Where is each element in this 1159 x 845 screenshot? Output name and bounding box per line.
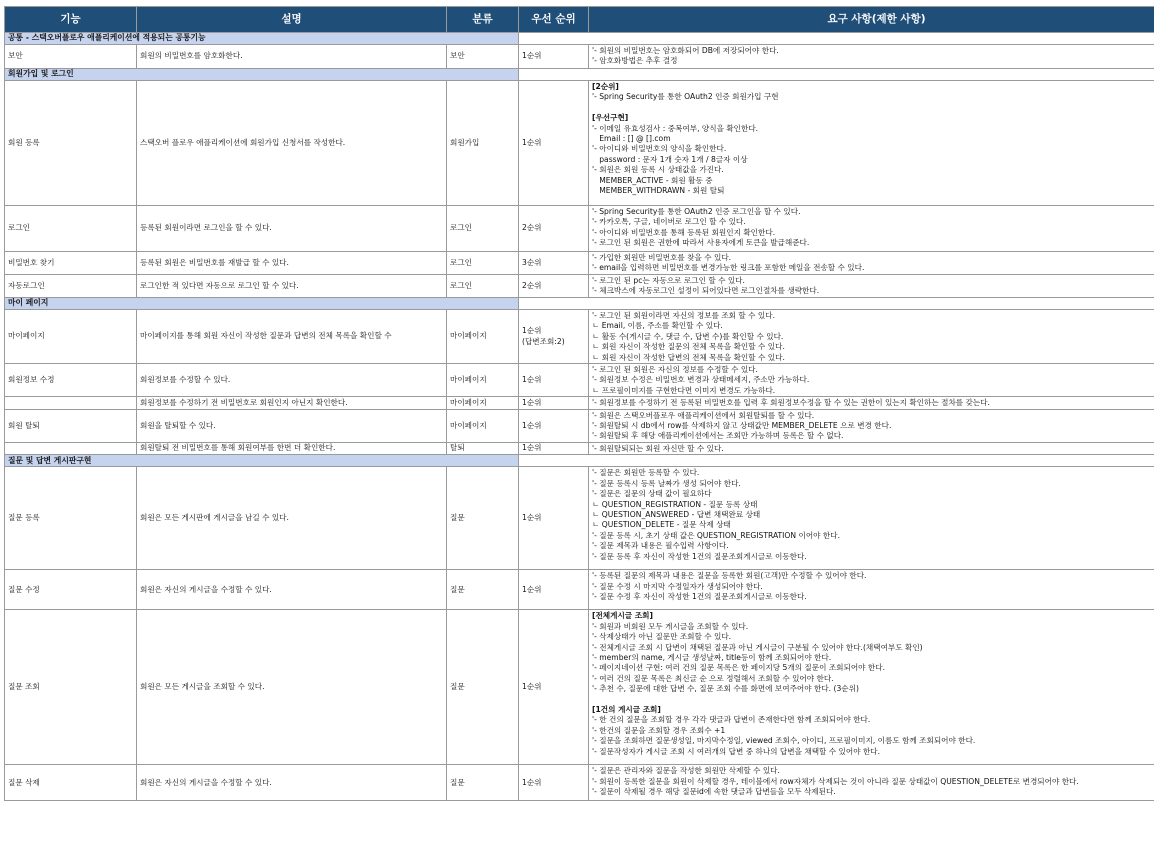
requirement-text: '- 카카오톡, 구글, 네이버로 로그인 할 수 있다. — [592, 217, 746, 227]
requirements-table — [4, 6, 1159, 801]
priority-line: 1순위 — [522, 374, 542, 384]
priority-cell[interactable] — [519, 442, 589, 454]
category-cell[interactable]: 마이페이지 — [447, 397, 519, 409]
description-cell[interactable] — [137, 275, 447, 298]
requirement-line — [592, 46, 1159, 56]
requirement-line — [592, 479, 1159, 489]
requirement-text: '- 여러 건의 질문 목록은 최신글 순 으로 정렬해서 조회할 수 있어야 한다. — [592, 673, 834, 683]
section-blank[interactable] — [519, 298, 1159, 310]
priority-cell[interactable] — [519, 81, 589, 206]
requirement-text: '- 암호화방법은 추후 결정 — [592, 56, 678, 66]
description-line: 로그인한 적 있다면 자동으로 로그인 할 수 있다. — [140, 280, 299, 290]
requirement-text: password : 문자 1개 숫자 1개 / 8글자 이상 — [592, 154, 748, 164]
requirement-text: '- 회원정보를 수정하기 전 등록된 비밀번호를 입력 후 회원정보수정을 할 수 있는 권한이 있는지 확인하는 절차를 갖는다. — [592, 398, 990, 408]
requirement-line — [592, 777, 1159, 787]
header-priority[interactable]: 우선 순위 — [519, 7, 589, 33]
requirement-text: '- email을 입력하면 비밀번호를 변경가능한 링크를 포함한 메일을 전송할 수 있다. — [592, 263, 865, 273]
requirement-line — [592, 386, 1159, 396]
requirements-cell[interactable] — [589, 364, 1159, 397]
description-cell[interactable] — [137, 610, 447, 765]
requirement-line — [592, 571, 1159, 581]
section-title[interactable]: 질문 및 답변 게시판구현 — [5, 455, 519, 467]
priority-line: 1순위 — [522, 584, 542, 594]
header-category[interactable]: 분류 — [447, 7, 519, 33]
description-line: 회원정보를 수정할 수 있다. — [140, 374, 231, 384]
priority-line: 1순위 — [522, 397, 542, 407]
requirement-text: '- Spring Security를 통한 OAuth2 인증 회원가입 구현 — [592, 92, 779, 102]
priority-cell[interactable] — [519, 206, 589, 252]
requirements-cell[interactable] — [589, 610, 1159, 765]
header-feature[interactable]: 기능 — [5, 7, 137, 33]
table-row — [5, 610, 1159, 765]
description-cell[interactable] — [137, 570, 447, 610]
description-line: 회원은 모든 게시판에 게시글을 남길 수 있다. — [140, 513, 289, 523]
priority-line: 1순위 — [522, 682, 542, 692]
priority-cell[interactable] — [519, 275, 589, 298]
requirement-line — [592, 253, 1159, 263]
requirement-text: '- 질문 수정 후 자신이 작성한 1건의 질문조회게시글로 이동한다. — [592, 592, 807, 602]
requirement-text: '- 한 건의 질문을 조회할 경우 각각 댓글과 답변이 존재한다면 함께 조회되어야 한다. — [592, 715, 871, 725]
feature-cell[interactable]: 회원정보 수정 — [5, 364, 137, 397]
requirement-text: '- member의 name, 게시글 생성날짜, title등이 함께 조회되어야 한다. — [592, 652, 832, 662]
priority-cell[interactable] — [519, 467, 589, 570]
priority-line: 1순위 — [522, 326, 542, 336]
requirement-text: ㄴ 회원 자신이 작성한 질문의 전체 목록을 확인할 수 있다. — [592, 342, 785, 352]
requirement-text: MEMBER_ACTIVE - 회원 활동 중 — [592, 175, 713, 185]
requirement-text: '- 아이디와 비밀번호를 통해 등록된 회원인지 확인한다. — [592, 227, 776, 237]
table-row — [5, 252, 1159, 275]
feature-cell[interactable]: 마이페이지 — [5, 310, 137, 364]
description-line: 등록된 회원은 비밀번호를 재발급 할 수 있다. — [140, 257, 289, 267]
requirements-cell[interactable] — [589, 206, 1159, 252]
priority-line: (답변조회:2) — [522, 336, 565, 346]
requirement-line — [592, 552, 1159, 562]
priority-cell[interactable] — [519, 610, 589, 765]
requirement-text: '- 회원탈퇴 후 해당 애플리케이션에서는 조회만 가능하며 등록은 할 수 없다. — [592, 431, 844, 441]
requirement-text: '- 아이디와 비밀번호의 양식을 확인한다. — [592, 144, 727, 154]
requirement-line — [592, 311, 1159, 321]
table-row — [5, 409, 1159, 442]
feature-cell[interactable] — [5, 397, 137, 409]
category-cell[interactable]: 탈퇴 — [447, 442, 519, 454]
description-cell[interactable] — [137, 81, 447, 206]
requirement-line — [592, 632, 1159, 642]
requirement-line — [592, 663, 1159, 673]
requirement-line — [592, 531, 1159, 541]
requirement-text: '- 페이지네이션 구현: 여러 건의 질문 목록은 한 페이지당 5개의 질문이 조회되어야 한다. — [592, 663, 886, 673]
table-row — [5, 45, 1159, 69]
category-cell[interactable]: 마이페이지 — [447, 310, 519, 364]
requirement-text: '- Spring Security를 통한 OAuth2 인증 로그인을 할 수 있다. — [592, 207, 801, 216]
requirement-text: '- 회원의 비밀번호는 암호화되어 DB에 저장되어야 한다. — [592, 46, 779, 55]
description-cell[interactable] — [137, 765, 447, 801]
category-cell[interactable]: 로그인 — [447, 275, 519, 298]
requirement-line — [592, 155, 1159, 165]
priority-cell[interactable] — [519, 364, 589, 397]
priority-line: 1순위 — [522, 137, 542, 147]
description-line: 회원은 자신의 게시글을 수정할 수 있다. — [140, 777, 272, 787]
requirements-cell[interactable] — [589, 397, 1159, 409]
requirements-cell[interactable] — [589, 570, 1159, 610]
requirement-line — [592, 332, 1159, 342]
requirement-text: '- 회원과 비회원 모두 게시글을 조회할 수 있다. — [592, 621, 749, 631]
page-edge — [1154, 6, 1159, 845]
requirement-text: '- 이메일 유효성검사 : 중복여부, 양식을 확인한다. — [592, 123, 759, 133]
requirement-text: '- 질문 등록시 등록 날짜가 생성 되어야 한다. — [592, 478, 741, 488]
priority-line: 1순위 — [522, 443, 542, 453]
requirement-text: '- 질문 제목과 내용은 필수입력 사항이다. — [592, 541, 729, 551]
requirements-cell[interactable] — [589, 45, 1159, 69]
feature-cell[interactable]: 질문 수정 — [5, 570, 137, 610]
requirement-text: '- 질문작성자가 게시글 조회 시 여러개의 답변 중 하나의 답변을 채택할 수 있어야 한다. — [592, 746, 881, 756]
category-cell[interactable]: 마이페이지 — [447, 364, 519, 397]
requirements-cell[interactable] — [589, 409, 1159, 442]
feature-cell[interactable]: 질문 조회 — [5, 610, 137, 765]
requirement-text: '- 한건의 질문을 조회할 경우 조회수 +1 — [592, 725, 726, 735]
requirement-text: ㄴ QUESTION_DELETE - 질문 삭제 상태 — [592, 520, 731, 530]
requirement-line — [592, 520, 1159, 530]
priority-cell[interactable] — [519, 765, 589, 801]
requirement-line — [592, 411, 1159, 421]
requirement-text: '- 로그인 된 회원이라면 자신의 정보를 조회 할 수 있다. — [592, 311, 776, 320]
table-row — [5, 397, 1159, 409]
requirement-line — [592, 365, 1159, 375]
table-row — [5, 442, 1159, 454]
requirement-line — [592, 144, 1159, 154]
description-cell[interactable] — [137, 252, 447, 275]
table-row — [5, 467, 1159, 570]
requirement-line — [592, 622, 1159, 632]
requirement-text: '- 질문은 관리자와 질문을 작성한 회원만 삭제할 수 있다. — [592, 766, 780, 776]
header-row — [5, 7, 1159, 33]
priority-line: 1순위 — [522, 777, 542, 787]
requirement-line — [592, 705, 1159, 715]
section-blank[interactable] — [519, 455, 1159, 467]
table-row — [5, 765, 1159, 801]
requirement-text: MEMBER_WITHDRAWN - 회원 탈퇴 — [592, 186, 725, 196]
priority-line: 1순위 — [522, 513, 542, 523]
requirement-line — [592, 92, 1159, 102]
description-cell[interactable] — [137, 397, 447, 409]
category-cell[interactable]: 보안 — [447, 45, 519, 69]
feature-cell[interactable]: 로그인 — [5, 206, 137, 252]
requirement-line — [592, 134, 1159, 144]
requirement-line — [592, 238, 1159, 248]
requirement-text: Email : [] @ [].com — [592, 134, 671, 144]
requirement-line — [592, 582, 1159, 592]
requirement-line — [592, 286, 1159, 296]
requirement-heading: [우선구현] — [592, 113, 629, 123]
requirements-cell[interactable] — [589, 81, 1159, 206]
requirement-text: '- 회원이 등록한 질문을 회원이 삭제할 경우, 테이블에서 row자체가 삭제되는 것이 아니라 질문 상태값이 QUESTION_DELETE로 변경되어야 한다. — [592, 776, 1079, 786]
requirement-line — [592, 398, 1159, 408]
header-description[interactable]: 설명 — [137, 7, 447, 33]
description-cell[interactable] — [137, 364, 447, 397]
description-line: 마이페이지를 통해 회원 자신이 작성한 질문과 답변의 전체 목록을 확인할 수 — [140, 331, 392, 341]
requirement-line — [592, 431, 1159, 441]
requirement-line — [592, 674, 1159, 684]
priority-line: 2순위 — [522, 223, 542, 233]
description-cell[interactable] — [137, 310, 447, 364]
description-cell[interactable] — [137, 206, 447, 252]
requirement-line — [592, 353, 1159, 363]
priority-line: 3순위 — [522, 257, 542, 267]
priority-cell[interactable] — [519, 252, 589, 275]
requirement-text: ㄴ 회원 자신이 작성한 답변의 전체 목록을 확인할 수 있다. — [592, 352, 785, 362]
requirement-text: '- 추천 수, 질문에 대한 답변 수, 질문 조회 수를 화면에 보여주어야 한다. (3순위) — [592, 684, 859, 694]
feature-cell[interactable]: 보안 — [5, 45, 137, 69]
requirement-text: '- 체크박스에 자동로그인 설정이 되어있다면 로그인절차를 생략한다. — [592, 286, 820, 296]
section-blank[interactable] — [519, 33, 1159, 45]
requirement-text: '- 질문 수정 시 마지막 수정일자가 생성되어야 한다. — [592, 581, 763, 591]
requirement-line — [592, 56, 1159, 66]
section-row — [5, 33, 1159, 45]
requirement-line — [592, 766, 1159, 776]
requirement-line — [592, 684, 1159, 694]
requirement-line — [592, 489, 1159, 499]
table-row — [5, 275, 1159, 298]
requirement-line — [592, 510, 1159, 520]
feature-cell[interactable] — [5, 442, 137, 454]
requirement-line — [592, 276, 1159, 286]
requirement-text: ㄴ QUESTION_REGISTRATION - 질문 등록 상태 — [592, 499, 758, 509]
section-blank[interactable] — [519, 69, 1159, 81]
requirement-line — [592, 421, 1159, 431]
requirement-line — [592, 176, 1159, 186]
requirement-text: '- 질문은 질문의 상태 값이 필요하다 — [592, 489, 712, 499]
requirement-line — [592, 207, 1159, 217]
description-cell[interactable] — [137, 409, 447, 442]
priority-cell[interactable] — [519, 45, 589, 69]
requirement-text: '- 회원은 스택오버플로우 애플리케이션에서 회원탈퇴를 할 수 있다. — [592, 410, 815, 420]
requirement-line — [592, 787, 1159, 797]
category-cell[interactable]: 질문 — [447, 765, 519, 801]
section-row — [5, 298, 1159, 310]
category-cell[interactable]: 로그인 — [447, 206, 519, 252]
requirement-line — [592, 217, 1159, 227]
description-line: 회원은 모든 게시글을 조회할 수 있다. — [140, 682, 265, 692]
requirement-text: '- 질문 등록 후 자신이 작성한 1건의 질문조회게시글로 이동한다. — [592, 551, 807, 561]
requirement-line — [592, 321, 1159, 331]
requirement-line — [592, 82, 1159, 92]
requirement-line — [592, 124, 1159, 134]
table-row — [5, 570, 1159, 610]
requirement-line — [592, 643, 1159, 653]
requirement-line — [592, 541, 1159, 551]
description-cell[interactable] — [137, 45, 447, 69]
requirement-line — [592, 500, 1159, 510]
requirement-text: '- 회원은 회원 등록 시 상태값을 가진다. — [592, 165, 724, 175]
requirement-line — [592, 726, 1159, 736]
requirement-text: '- 질문은 회원만 등록할 수 있다. — [592, 468, 700, 478]
requirement-text: '- 질문을 조회하면 질문생성일, 마지막수정일, viewed 조회수, 아이디, 프로필이미지, 이름도 함께 조회되어야 한다. — [592, 736, 976, 746]
requirement-heading: [2순위] — [592, 82, 619, 91]
category-cell[interactable]: 질문 — [447, 610, 519, 765]
requirement-text: ㄴ 프로필이미지를 구현한다면 이미지 변경도 가능하다. — [592, 385, 776, 395]
requirement-text: '- 질문이 삭제될 경우 해당 질문id에 속한 댓글과 답변들을 모두 삭제된다. — [592, 787, 836, 797]
priority-cell[interactable] — [519, 310, 589, 364]
requirement-text: '- 전체게시글 조회 시 답변이 채택된 질문과 아닌 게시글이 구분될 수 있어야 한다.(채택여부도 확인) — [592, 642, 923, 652]
requirement-line — [592, 113, 1159, 123]
priority-line: 1순위 — [522, 51, 542, 61]
category-cell[interactable]: 마이페이지 — [447, 409, 519, 442]
table-row — [5, 364, 1159, 397]
requirements-cell[interactable] — [589, 310, 1159, 364]
description-line: 등록된 회원이라면 로그인을 할 수 있다. — [140, 223, 272, 233]
feature-cell[interactable]: 질문 삭제 — [5, 765, 137, 801]
section-title[interactable]: 회원가입 및 로그인 — [5, 69, 519, 81]
section-row — [5, 455, 1159, 467]
priority-cell[interactable] — [519, 409, 589, 442]
table-row — [5, 310, 1159, 364]
requirements-cell[interactable] — [589, 275, 1159, 298]
requirement-text: ㄴ 활동 수(게시글 수, 댓글 수, 답변 수)를 확인할 수 있다. — [592, 331, 784, 341]
requirement-text: '- 질문 등록 시, 초기 상태 값은 QUESTION_REGISTRATION 이어야 한다. — [592, 530, 840, 540]
requirement-text: '- 로그인 된 회원은 자신의 정보를 수정할 수 있다. — [592, 365, 758, 375]
category-cell[interactable]: 질문 — [447, 570, 519, 610]
description-line: 회원을 탈퇴할 수 있다. — [140, 420, 216, 430]
requirement-line — [592, 611, 1159, 621]
requirement-text: '- 등록된 질문의 제목과 내용은 질문을 등록한 회원(고객)만 수정할 수 있어야 한다. — [592, 571, 867, 581]
requirement-heading: [전체게시글 조회] — [592, 611, 653, 621]
requirement-line — [592, 468, 1159, 478]
requirement-line — [592, 715, 1159, 725]
feature-cell[interactable]: 자동로그인 — [5, 275, 137, 298]
description-cell[interactable] — [137, 467, 447, 570]
feature-cell[interactable]: 회원 등록 — [5, 81, 137, 206]
requirement-text: ㄴ Email, 이름, 주소를 확인할 수 있다. — [592, 321, 723, 331]
category-cell[interactable]: 질문 — [447, 467, 519, 570]
requirement-line — [592, 695, 1159, 705]
requirement-text: '- 삭제상태가 아닌 질문만 조회할 수 있다. — [592, 632, 732, 642]
feature-cell[interactable]: 회원 탈퇴 — [5, 409, 137, 442]
priority-line: 1순위 — [522, 420, 542, 430]
description-line: 회원은 자신의 게시글을 수정할 수 있다. — [140, 584, 272, 594]
requirement-line — [592, 444, 1159, 454]
table-row — [5, 206, 1159, 252]
requirement-line — [592, 342, 1159, 352]
requirement-text: ㄴ QUESTION_ANSWERED - 답변 채택완료 상태 — [592, 509, 761, 519]
category-cell[interactable]: 로그인 — [447, 252, 519, 275]
requirement-line — [592, 592, 1159, 602]
section-row — [5, 69, 1159, 81]
requirement-text: '- 로그인 된 pc는 자동으로 로그인 할 수 있다. — [592, 276, 745, 285]
requirement-line — [592, 263, 1159, 273]
requirements-cell[interactable] — [589, 765, 1159, 801]
requirement-text: '- 회원탈퇴되는 회원 자신만 할 수 있다. — [592, 443, 724, 453]
description-cell[interactable] — [137, 442, 447, 454]
requirements-cell[interactable] — [589, 442, 1159, 454]
requirements-cell[interactable] — [589, 467, 1159, 570]
description-line: 스택오버 플로우 애플리케이션에 회원가입 신청서를 작성한다. — [140, 137, 346, 147]
feature-cell[interactable]: 비밀번호 찾기 — [5, 252, 137, 275]
requirement-text: '- 로그인 된 회원은 권한에 따라서 사용자에게 토큰을 발급해준다. — [592, 238, 810, 248]
priority-cell[interactable] — [519, 570, 589, 610]
priority-cell[interactable] — [519, 397, 589, 409]
section-title[interactable]: 공통 - 스택오버플로우 애플리케이션에 적용되는 공통기능 — [5, 33, 519, 45]
requirement-heading: [1건의 게시글 조회] — [592, 704, 661, 714]
table-row — [5, 81, 1159, 206]
feature-cell[interactable]: 질문 등록 — [5, 467, 137, 570]
category-cell[interactable]: 회원가입 — [447, 81, 519, 206]
requirement-line — [592, 747, 1159, 757]
requirement-line — [592, 375, 1159, 385]
requirement-text: '- 회원탈퇴 시 db에서 row를 삭제하지 않고 상태값만 MEMBER_DELETE 으로 변경 한다. — [592, 421, 892, 431]
section-title[interactable]: 마이 페이지 — [5, 298, 519, 310]
requirement-line — [592, 165, 1159, 175]
description-line: 회원탈퇴 전 비밀번호를 통해 회원여부를 한번 더 확인한다. — [140, 443, 336, 453]
requirement-line — [592, 186, 1159, 196]
requirement-text: '- 회원정보 수정은 비밀번호 변경과 상태메세지, 주소만 가능하다. — [592, 375, 810, 385]
requirements-cell[interactable] — [589, 252, 1159, 275]
header-requirements[interactable]: 요구 사항(제한 사항) — [589, 7, 1159, 33]
requirement-line — [592, 653, 1159, 663]
requirement-text: '- 가입한 회원만 비밀번호를 찾을 수 있다. — [592, 253, 732, 262]
requirement-line — [592, 736, 1159, 746]
description-line: 회원의 비밀번호를 암호화한다. — [140, 51, 243, 61]
requirement-line — [592, 103, 1159, 113]
description-line: 회원정보를 수정하기 전 비밀번호로 회원인지 아닌지 확인한다. — [140, 397, 348, 407]
requirement-line — [592, 228, 1159, 238]
priority-line: 2순위 — [522, 280, 542, 290]
